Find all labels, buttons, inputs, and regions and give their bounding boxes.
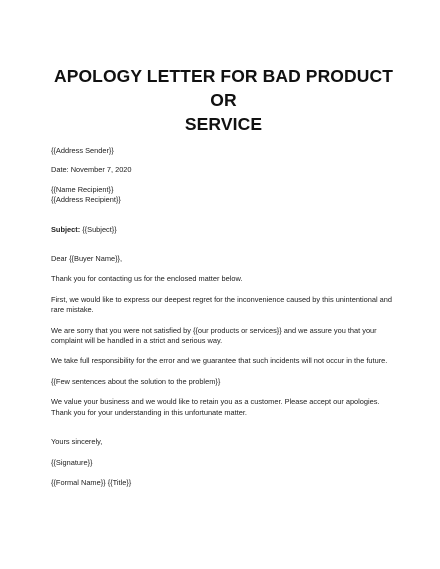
- address-recipient: {{Address Recipient}}: [51, 195, 121, 205]
- paragraph-4: We take full responsibility for the error and we guarantee that such incidents will not occur in the future.: [51, 356, 388, 366]
- paragraph-6-line-2: Thank you for your understanding in this unfortunate matter.: [51, 407, 247, 417]
- letter-title: [51, 64, 396, 136]
- title-line-2: SERVICE: [184, 114, 263, 134]
- letter-date: Date: November 7, 2020: [51, 165, 132, 175]
- subject-line: [51, 225, 396, 235]
- paragraph-5: {{Few sentences about the solution to the problem}}: [51, 376, 221, 386]
- paragraph-6-line-1: We value your business and we would like to retain you as a customer. Please accept our apologies.: [51, 397, 380, 407]
- subject-label: Subject:: [51, 224, 81, 234]
- salutation: Dear {{Buyer Name}},: [51, 254, 123, 264]
- paragraph-2-line-2: rare mistake.: [51, 305, 94, 315]
- paragraph-1: Thank you for contacting us for the enclosed matter below.: [51, 274, 243, 284]
- title-line-1: APOLOGY LETTER FOR BAD PRODUCT OR: [53, 66, 394, 110]
- formal-name-title: {{Formal Name}} {{Title}}: [51, 477, 132, 487]
- paragraph-2-line-1: First, we would like to express our deepest regret for the inconvenience caused by this unintentional and: [51, 294, 392, 304]
- paragraph-3-line-1: We are sorry that you were not satisfied by {{our products or services}} and we assure you that your: [51, 325, 377, 335]
- paragraph-3-line-2: complaint will be handled in a strict and serious way.: [51, 336, 223, 346]
- subject-value: {{Subject}}: [80, 224, 117, 234]
- letter-body: [51, 146, 396, 488]
- closing: Yours sincerely,: [51, 437, 103, 447]
- signature: {{Signature}}: [51, 457, 93, 467]
- name-recipient: {{Name Recipient}}: [51, 184, 114, 194]
- address-sender: {{Address Sender}}: [51, 146, 114, 155]
